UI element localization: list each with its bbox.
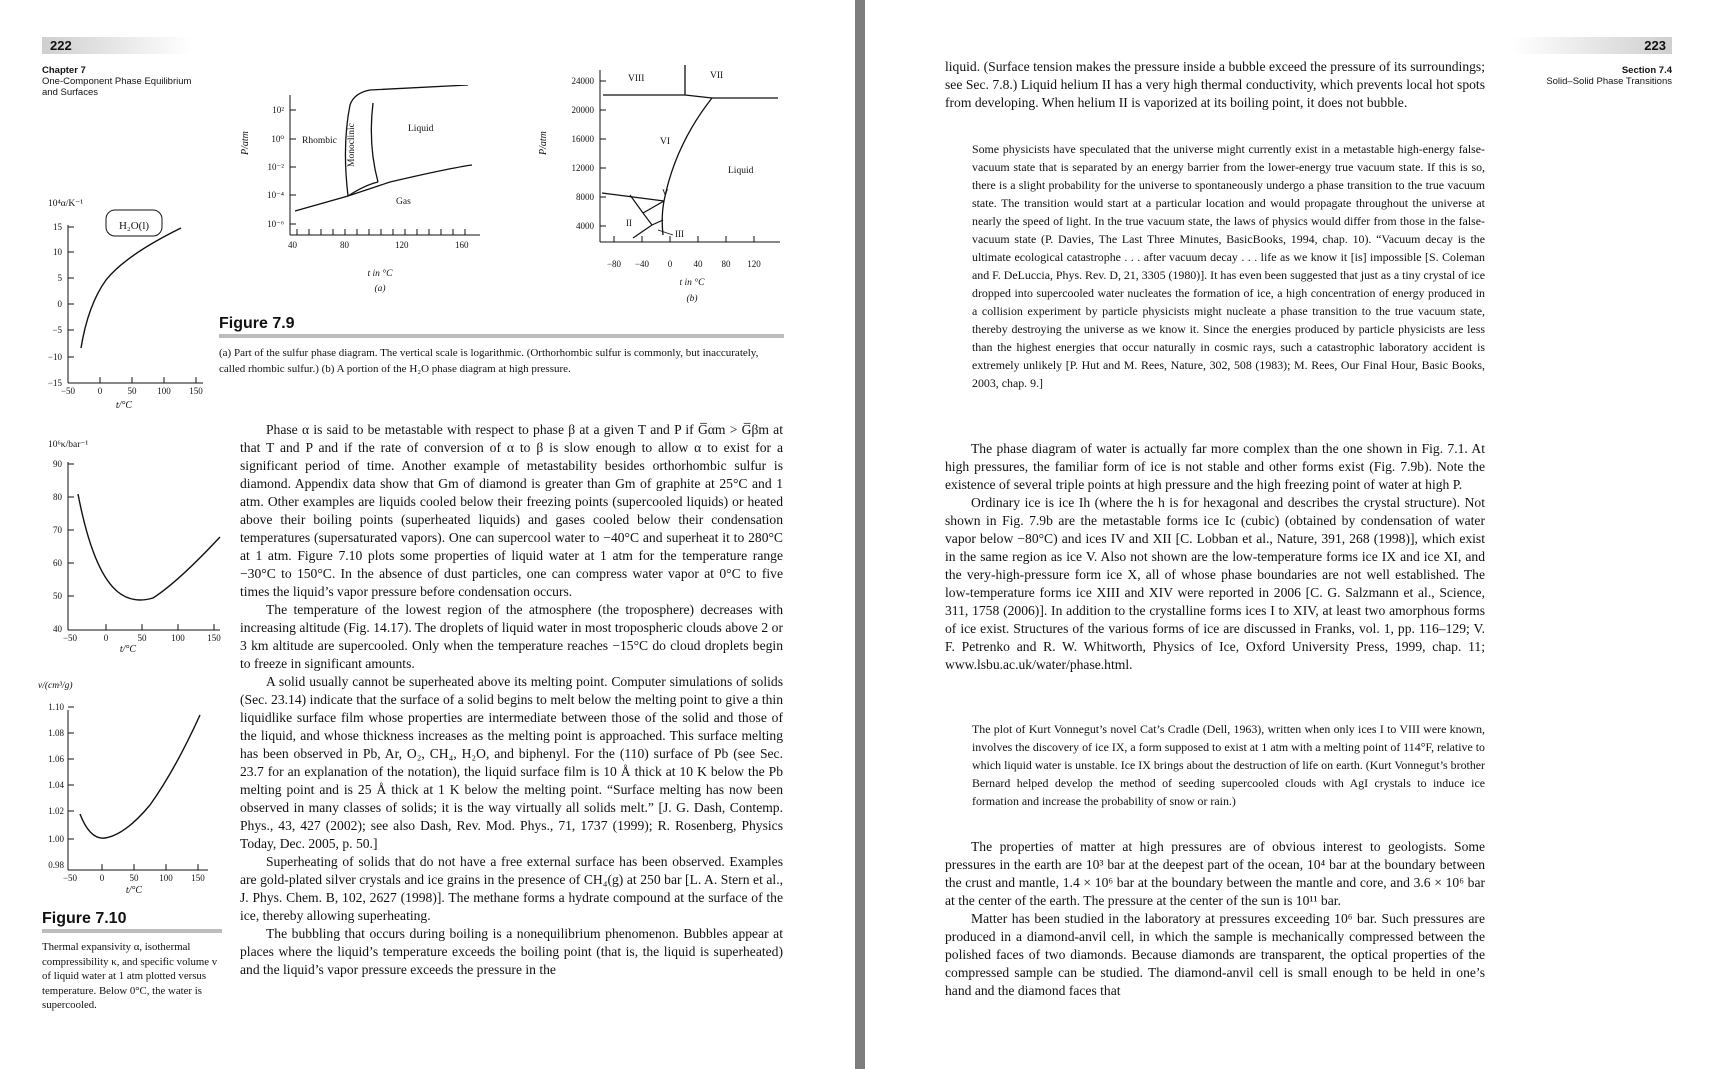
kappa-xticks	[63, 624, 221, 643]
region-vi: VI	[660, 137, 671, 147]
alpha-xlabel: t/°C	[115, 400, 133, 411]
ytick: 4000	[576, 221, 594, 231]
region-vii: VII	[710, 71, 724, 81]
section-label: Section 7.4	[1621, 65, 1672, 76]
h2o-badge: H₂O(l)	[118, 220, 150, 232]
figure-7-9-label: Figure 7.9	[219, 315, 295, 332]
chapter-label: Chapter 7	[42, 65, 86, 76]
xtick: 120	[747, 259, 761, 269]
xtick: 0	[103, 633, 109, 643]
xtick: 50	[129, 873, 139, 883]
xtick: −40	[634, 259, 650, 269]
phase-boundary	[371, 103, 378, 182]
panel-a-xlabel: t in °C	[367, 269, 393, 279]
water-phase-diagram	[530, 65, 790, 310]
kappa-plot	[38, 432, 228, 652]
region-viii: VIII	[628, 74, 645, 84]
panel-b-xticks	[607, 236, 761, 269]
panel-a-label: (a)	[374, 284, 386, 294]
region-v: V	[662, 188, 669, 198]
paragraph: Superheating of solids that do not have a free external surface has been observed. Examples are gold-plated silver crystals and ice grains in the presence of CH₄(g) at 250 bar [L. A. Stern et al., J. Phys. Chem. B, 102, 2627 (1998)]. The methane forms a hydrate compound at the surface of the ice, thereby allowing superheating.	[240, 854, 783, 923]
panel-b-label: (b)	[686, 294, 698, 304]
xtick: 100	[171, 633, 185, 643]
panel-a-ylabel: P/atm	[240, 131, 251, 155]
panel-b-ylabel: P/atm	[538, 131, 549, 155]
xtick: 100	[157, 386, 171, 396]
ytick: −5	[52, 325, 62, 335]
xtick: 0	[99, 873, 105, 883]
ytick: −15	[47, 378, 62, 388]
ytick: 0.98	[48, 860, 64, 870]
paragraph: The phase diagram of water is actually far more complex than the one shown in Fig. 7.1. At high pressures, the familiar form of ice is not stable and other forms exist (Fig. 7.9b). Note the existence of several triple points at high pressure and the high freezing point of water at high P.	[945, 441, 1485, 492]
ytick: 1.08	[48, 728, 64, 738]
xtick: 120	[395, 240, 409, 250]
region-iii: III	[675, 229, 684, 239]
left-body	[240, 421, 783, 979]
ytick: 60	[53, 558, 62, 568]
ytick: 70	[53, 525, 62, 535]
xtick: 50	[127, 386, 137, 396]
ytick: 0	[57, 299, 62, 309]
volume-ylabel: v/(cm³/g)	[38, 681, 73, 691]
xtick: 160	[455, 240, 469, 250]
alpha-xticks	[61, 377, 203, 396]
paragraph: The bubbling that occurs during boiling is a nonequilibrium phenomenon. Bubbles appear at places where the liquid’s temperature exceeds the boiling point (that is, the liquid is superheated) and the liquid’s vapor pressure exceeds the pressure in the	[240, 926, 783, 977]
chapter-title-line1: One-Component Phase Equilibrium	[42, 76, 192, 87]
volume-yticks	[48, 702, 74, 870]
phase-boundary	[662, 98, 712, 235]
paragraph: Matter has been studied in the laboratory at pressures exceeding 10⁶ bar. Such pressures are produced in a diamond-anvil cell, in which the sample is mechanically compressed between the polished faces of two diamonds. Because diamonds are transparent, the optical properties of the compressed sample can be studied. The diamond-anvil cell is small enough to be held in one’s hand and the diamond faces that	[945, 911, 1485, 998]
ytick: 80	[53, 492, 62, 502]
ytick: 10⁻⁴	[267, 190, 284, 200]
xtick: −50	[62, 873, 78, 883]
paragraph: The temperature of the lowest region of the atmosphere (the troposphere) decreases with increasing altitude (Fig. 14.17). The droplets of liquid water in most tropospheric clouds above 2 or 3 km altitude are supercooled. Only when the temperature reaches −15°C do cloud droplets begin to freeze in significant amounts.	[240, 602, 783, 671]
panel-b-yticks	[572, 76, 607, 231]
paragraph: Ordinary ice is ice Ih (where the h is for hexagonal and describes the crystal structure). Not shown in Fig. 7.9b are the metastable forms ice Ic (cubic) (obtained by condensation of water vapor below −80°C) and ices IV and XII [C. Lobban et al., Nature, 391, 268 (1998)], which exist in the same region as ice V. Also not shown are the low-temperature forms ice IX and ice XI, and the very-high-pressure form ice X, all of whose phase boundaries are not well established. The low-temperature forms ice XIII and XIV were reported in 2006 [C. G. Salzmann et al., Science, 311, 1758 (2006)]. In addition to the crystalline forms ices I to XIV, at least two amorphous forms of ice exist. Structures of the various forms of ice are discussed in Franks, vol. 1, pp. 116–129; V. F. Petrenko and R. W. Whitworth, Physics of Ice, Oxford University Press, 1999, chap. 11; www.lsbu.ac.uk/water/phase.html.	[945, 495, 1485, 672]
xtick: 80	[721, 259, 731, 269]
xtick: 0	[667, 259, 673, 269]
region-liquid: Liquid	[408, 124, 434, 134]
paragraph: Some physicists have speculated that the universe might currently exist in a metastable high-energy false-vacuum state that is separated by an energy barrier from the lower-energy true vacuum state. If this is so, there is a slight probability for the universe to spontaneously undergo a phase transition to the true vacuum state. The transition would start at a particular location and would propagate throughout the universe at nearly the speed of light. In the true vacuum state, the laws of physics would differ from those in the false-vacuum state (P. Davies, The Last Three Minutes, BasicBooks, 1994, chap. 10). “Vacuum decay is the ultimate ecological catastrophe . . . after vacuum decay . . . life as we know it [is] impossible [S. Coleman and F. DeLuccia, Phys. Rev. D, 21, 3305 (1980)]. It has even been suggested that just as a tiny crystal of ice dropped into supercooled water nucleates the formation of ice, a high concentration of energy produced in a collision experiment by particle physicists might nucleate a phase transition to the true vacuum state, thereby destroying the universe as we know it. Since the energies produced by particle physicists are less than the highest energies that occur naturally in cosmic rays, such a catastrophic laboratory accident is extremely unlikely [P. Hut and M. Rees, Nature, 302, 508 (1983); M. Rees, Our Final Hour, Basic Books, 2003, chap. 9.]	[972, 142, 1485, 390]
ytick: 10⁻²	[267, 162, 284, 172]
ytick: 16000	[571, 134, 594, 144]
xtick: 40	[288, 240, 297, 250]
xtick: 40	[693, 259, 703, 269]
page-number: 223	[1512, 37, 1672, 54]
figure-rule	[42, 929, 222, 933]
region-ii: II	[626, 218, 632, 228]
region-gas: Gas	[396, 197, 411, 207]
volume-xticks	[63, 864, 205, 883]
page-number: 222	[42, 37, 192, 54]
figure-rule	[219, 334, 784, 338]
ytick: 90	[53, 459, 62, 469]
kappa-yticks	[53, 459, 74, 634]
alpha-yticks	[48, 222, 74, 388]
aside-false-vacuum	[972, 140, 1485, 392]
ytick: 50	[53, 591, 62, 601]
ytick: 1.10	[48, 702, 64, 712]
figure-7-10-caption: Thermal expansivity α, isothermal compressibility κ, and specific volume v of liquid water at 1 atm plotted versus temperature. Below 0°C, the water is supercooled.	[42, 941, 218, 1011]
figure-7-9-caption: (a) Part of the sulfur phase diagram. The vertical scale is logarithmic. (Orthorhombic sulfur is commonly, but inaccurately, called rhombic sulfur.) (b) A portion of the H₂O phase diagram at high pressure.	[219, 347, 759, 375]
alpha-curve	[81, 228, 181, 348]
volume-xlabel: t/°C	[125, 885, 143, 896]
book-gutter	[855, 0, 865, 1069]
chapter-title-line2: and Surfaces	[42, 87, 98, 98]
region-monoclinic: Monoclinic	[347, 123, 357, 167]
ytick: 10⁰	[271, 134, 284, 144]
running-head	[1472, 65, 1672, 87]
panel-a-xticks	[288, 229, 469, 250]
xtick: 50	[137, 633, 147, 643]
xtick: −50	[62, 633, 78, 643]
ytick: 15	[53, 222, 62, 232]
right-body-3	[945, 838, 1485, 1000]
ytick: 1.02	[48, 806, 64, 816]
kappa-ylabel: 10⁶κ/bar⁻¹	[48, 440, 89, 450]
right-body-2	[945, 440, 1485, 674]
paragraph: liquid. (Surface tension makes the pressure inside a bubble exceed the pressure of its surroundings; see Sec. 7.8.) Liquid helium II has a very high thermal conductivity, which prevents local hot spots from developing. When helium II is vaporized at its boiling point, it does not bubble.	[945, 59, 1485, 110]
ytick: 20000	[571, 105, 594, 115]
ytick: 10	[53, 247, 62, 257]
ytick: 10⁻⁶	[267, 219, 284, 229]
ytick: 10²	[272, 105, 284, 115]
ytick: 24000	[571, 76, 594, 86]
xtick: −50	[60, 386, 76, 396]
ytick: 8000	[576, 192, 594, 202]
ytick: −10	[47, 352, 62, 362]
xtick: 150	[191, 873, 205, 883]
alpha-ylabel: 10⁴α/K⁻¹	[48, 199, 84, 209]
sulfur-phase-diagram	[240, 85, 490, 310]
kappa-curve	[78, 494, 220, 600]
left-page	[0, 0, 855, 1069]
ytick: 12000	[571, 163, 594, 173]
figure-7-10-label: Figure 7.10	[42, 910, 127, 927]
phase-boundary	[348, 165, 472, 196]
alpha-plot	[38, 195, 218, 425]
paragraph: Phase α is said to be metastable with respect to phase β at a given T and P if G̅αm > G̅βm at that T and P and if the rate of conversion of α to β is slow enough to allow α to exist for a significant period of time. Another example of metastability besides orthorhombic sulfur is diamond. Appendix data show that Gm of diamond is greater than Gm of graphite at 25°C and 1 atm. Other examples are liquids cooled below their freezing points (supercooled liquids) or heated above their boiling points (superheated liquids) and gases cooled below their condensation temperatures (supersaturated vapors). One can supercool water to −40°C and superheat it to 280°C at 1 atm. Figure 7.10 plots some properties of liquid water at 1 atm for the temperature range −30°C to 150°C. In the absence of dust particles, one can compress water vapor at 0°C to five times the liquid’s vapor pressure before condensation occurs.	[240, 422, 783, 599]
ytick: 1.06	[48, 754, 64, 764]
ytick: 40	[53, 624, 62, 634]
xtick: 0	[97, 386, 103, 396]
phase-boundary	[295, 85, 468, 211]
xtick: 150	[207, 633, 221, 643]
panel-a-yticks	[267, 105, 296, 229]
right-body-1	[945, 58, 1485, 112]
aside-cats-cradle	[972, 720, 1485, 810]
kappa-xlabel: t/°C	[119, 644, 137, 652]
xtick: 100	[159, 873, 173, 883]
region-liquid: Liquid	[728, 166, 754, 176]
region-rhombic: Rhombic	[302, 136, 337, 146]
ytick: 1.04	[48, 780, 64, 790]
paragraph: The properties of matter at high pressures are of obvious interest to geologists. Some pressures in the earth are 10³ bar at the deepest part of the ocean, 10⁴ bar at the boundary between the crust and mantle, 1.4 × 10⁶ bar at the boundary between the mantle and core, and 3.6 × 10⁶ bar at the center of the earth. The pressure at the center of the sun is 10¹¹ bar.	[945, 839, 1485, 908]
xtick: 80	[340, 240, 349, 250]
xtick: 150	[189, 386, 203, 396]
volume-curve	[80, 715, 200, 838]
paragraph: The plot of Kurt Vonnegut’s novel Cat’s Cradle (Dell, 1963), written when only ices I to VIII were known, involves the discovery of ice IX, a form supposed to exist at 1 atm with a melting point of 114°F, relative to which liquid water is unstable. Ice IX brings about the destruction of life on earth. (Kurt Vonnegut’s brother Bernard helped develop the method of seeding supercooled clouds with AgI crystals to induce ice formation and increase the probability of snow or rain.)	[972, 722, 1485, 808]
volume-plot	[30, 670, 220, 900]
ytick: 1.00	[48, 834, 64, 844]
panel-b-xlabel: t in °C	[679, 278, 705, 288]
running-head	[42, 65, 222, 98]
ytick: 5	[57, 273, 62, 283]
right-page	[865, 0, 1720, 1069]
xtick: −80	[606, 259, 622, 269]
paragraph: A solid usually cannot be superheated above its melting point. Computer simulations of solids (Sec. 23.14) indicate that the surface of a solid begins to melt below the melting point to give a thin liquidlike surface film whose properties are intermediate between those of the solid and those of the liquid, and whose thickness increases as the melting point is approached. This surface melting has been observed in Pb, Ar, O₂, CH₄, H₂O, and biphenyl. For the (110) surface of Pb (see Sec. 23.7 for an explanation of the notation), the liquid surface film is 10 Å thick at 10 K below the Pb melting point and is 25 Å thick at 1 K below the melting point. “Surface melting has now been observed in many classes of solids; it is the way virtually all solids melt.” [J. G. Dash, Contemp. Phys., 43, 427 (2002); see also Dash, Rev. Mod. Phys., 71, 1737 (1999); R. Rosenberg, Physics Today, Dec. 2005, p. 50.]	[240, 674, 783, 851]
section-title: Solid–Solid Phase Transitions	[1546, 76, 1672, 87]
